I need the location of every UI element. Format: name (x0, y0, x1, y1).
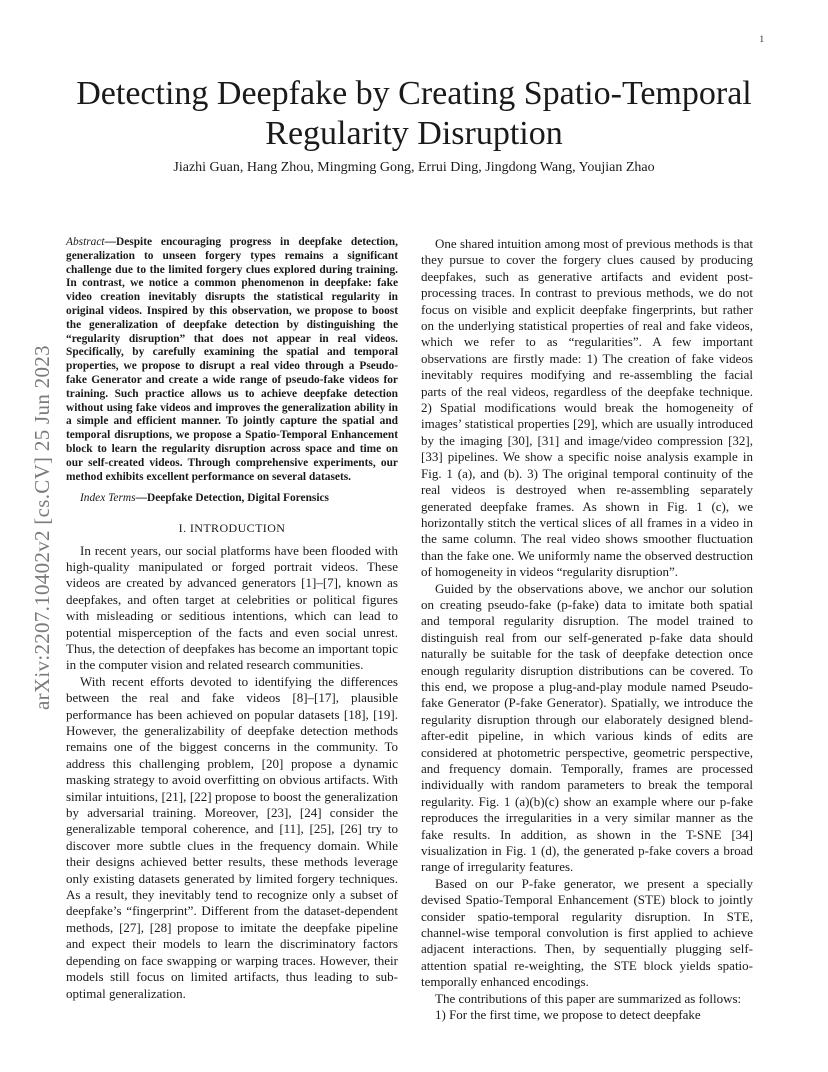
paper-title: Detecting Deepfake by Creating Spatio-Temporal Regularity Disruption (76, 75, 752, 152)
abstract-text: —Despite encouraging progress in deepfake detection, generalization to unseen forgery types remains a significant challenge due to the limited forgery clues explored during training. In contrast, we notice a common phenomenon in deepfake: fake video creation inevitably disrupts the statistical regularity in original videos. Inspired by this observation, we propose to boost the generalization of deepfake detection by distinguishing the “regularity disruption” that does not appear in real videos. Specifically, by carefully examining the spatial and temporal properties, we propose to disrupt a real video through a Pseudo-fake Generator and create a wide range of pseudo-fake videos for training. Such practice allows us to achieve deepfake detection without using fake videos and improves the generalization ability in a simple and efficient manner. To jointly capture the spatial and temporal disruptions, we propose a Spatio-Temporal Enhancement block to learn the regularity disruption across space and time on our self-created videos. Through comprehensive experiments, our method exhibits excellent performance on several datasets. (66, 236, 398, 483)
arxiv-identifier: arXiv:2207.10402v2 [cs.CV] 25 Jun 2023 (30, 345, 54, 710)
arxiv-sidebar (20, 290, 60, 710)
index-terms-label: Index Terms (80, 492, 136, 505)
intro-paragraph-4: Guided by the observations above, we anchor our solution on creating pseudo-fake (p-fake) data to imitate both spatial and temporal regularity disruption. The model trained to distinguish real from our self-generated p-fake data should naturally be suitable for the task of deepfake detection once enough regularity disruption distributions can be covered. To this end, we propose a plug-and-play module named Pseudo-fake Generator (P-fake Generator). Spatially, we introduce the regularity disruption through our elaborately designed blend-after-edit pipeline, in which various kinds of edits are considered at photometric perspective, geometric perspective, and frequency domain. Temporally, frames are processed individually with random parameters to break the temporal regularity. Fig. 1 (a)(b)(c) show an example where our p-fake reproduces the irregularities in a very similar manner as the fake results. In addition, as shown in the T-SNE [34] visualization in Fig. 1 (d), the generated p-fake covers a broad range of irregularity features. (421, 580, 753, 875)
index-terms (80, 492, 398, 506)
intro-paragraph-3: One shared intuition among most of previous methods is that they pursue to cover the forgery clues caused by producing deepfakes, such as generative artifacts and evident post-processing traces. In contrast to previous methods, we do not focus on visible and explicit deepfake fingerprints, but rather on the underlying statistical properties of real and fake videos, which we refer to as “regularities”. A few important observations are firstly made: 1) The creation of fake videos inevitably requires modifying and re-assembling the facial parts of the real videos, regardless of the deepfake technique. 2) Spatial modifications would break the homogeneity of images’ statistical properties [29], which are usually introduced by the imaging [30], [31] and image/video compression [32], [33] pipelines. We show a specific noise analysis example in Fig. 1 (a), and (b). 3) The original temporal continuity of the real videos is destroyed when re-assembling separately generated deepfake frames. As shown in Fig. 1 (c), we horizontally stitch the vertical slices of all frames in a video in the same column. The real video shows smoother fluctuation than the fake one. We uniformly name the observed destruction of homogeneity in videos “regularity disruption”. (421, 236, 753, 580)
page-number: 1 (759, 34, 764, 44)
index-terms-text: —Deepfake Detection, Digital Forensics (135, 492, 329, 505)
section-heading: I. INTRODUCTION (178, 521, 286, 536)
contribution-item-1: 1) For the first time, we propose to detect deepfake (435, 1007, 701, 1023)
abstract (66, 236, 398, 484)
left-column (66, 236, 398, 1002)
paper-authors: Jiazhi Guan, Hang Zhou, Mingming Gong, Errui Ding, Jingdong Wang, Youjian Zhao (173, 160, 655, 175)
intro-paragraph-2: With recent efforts devoted to identifying the differences between the real and fake videos [8]–[17], plausible performance has been achieved on popular datasets [18], [19]. However, the generalizability of deepfake detection methods remains one of the biggest concerns in the community. To address this challenging problem, [20] propose a dynamic masking strategy to avoid overfitting on obvious artifacts. With similar intuitions, [21], [22] propose to boost the generalization by adversarial training. Moreover, [23], [24] consider the generalizable temporal coherence, and [11], [25], [26] try to discover more subtle clues in the frequency domain. While their designs achieved better results, these methods leverage only existing datasets generated by limited forgery techniques. As a result, they inevitably tend to recognize only a subset of deepfake’s “fingerprint”. Different from the dataset-dependent methods, [27], [28] propose to imitate the deepfake pipeline and expect their models to learn the discriminatory factors depending on face swapping or warping traces. However, their models still focus on limited artifacts, thus leading to sub-optimal generalization. (66, 673, 398, 1001)
intro-paragraph-5: Based on our P-fake generator, we present a specially devised Spatio-Temporal Enhancement (STE) block to jointly consider spatio-temporal regularity disruption. In STE, channel-wise temporal convolution is first applied to achieve adjacent interactions. Then, by sequentially plugging self-attention spatial re-weighting, the STE block yields spatio-temporally enhanced encodings. (421, 875, 753, 990)
right-column (421, 236, 753, 1024)
abstract-label: Abstract (66, 236, 105, 248)
intro-paragraph-6: The contributions of this paper are summarized as follows: (435, 990, 742, 1006)
intro-paragraph-1: In recent years, our social platforms have been flooded with high-quality manipulated or forged portrait videos. These videos are created by advanced generators [1]–[7], known as deepfakes, and often target at celebrities or political figures with misleading or seditious intentions, which can lead to potential misperception of the facts and even social unrest. Thus, the detection of deepfakes has become an important topic in the computer vision and related research communities. (66, 542, 398, 673)
